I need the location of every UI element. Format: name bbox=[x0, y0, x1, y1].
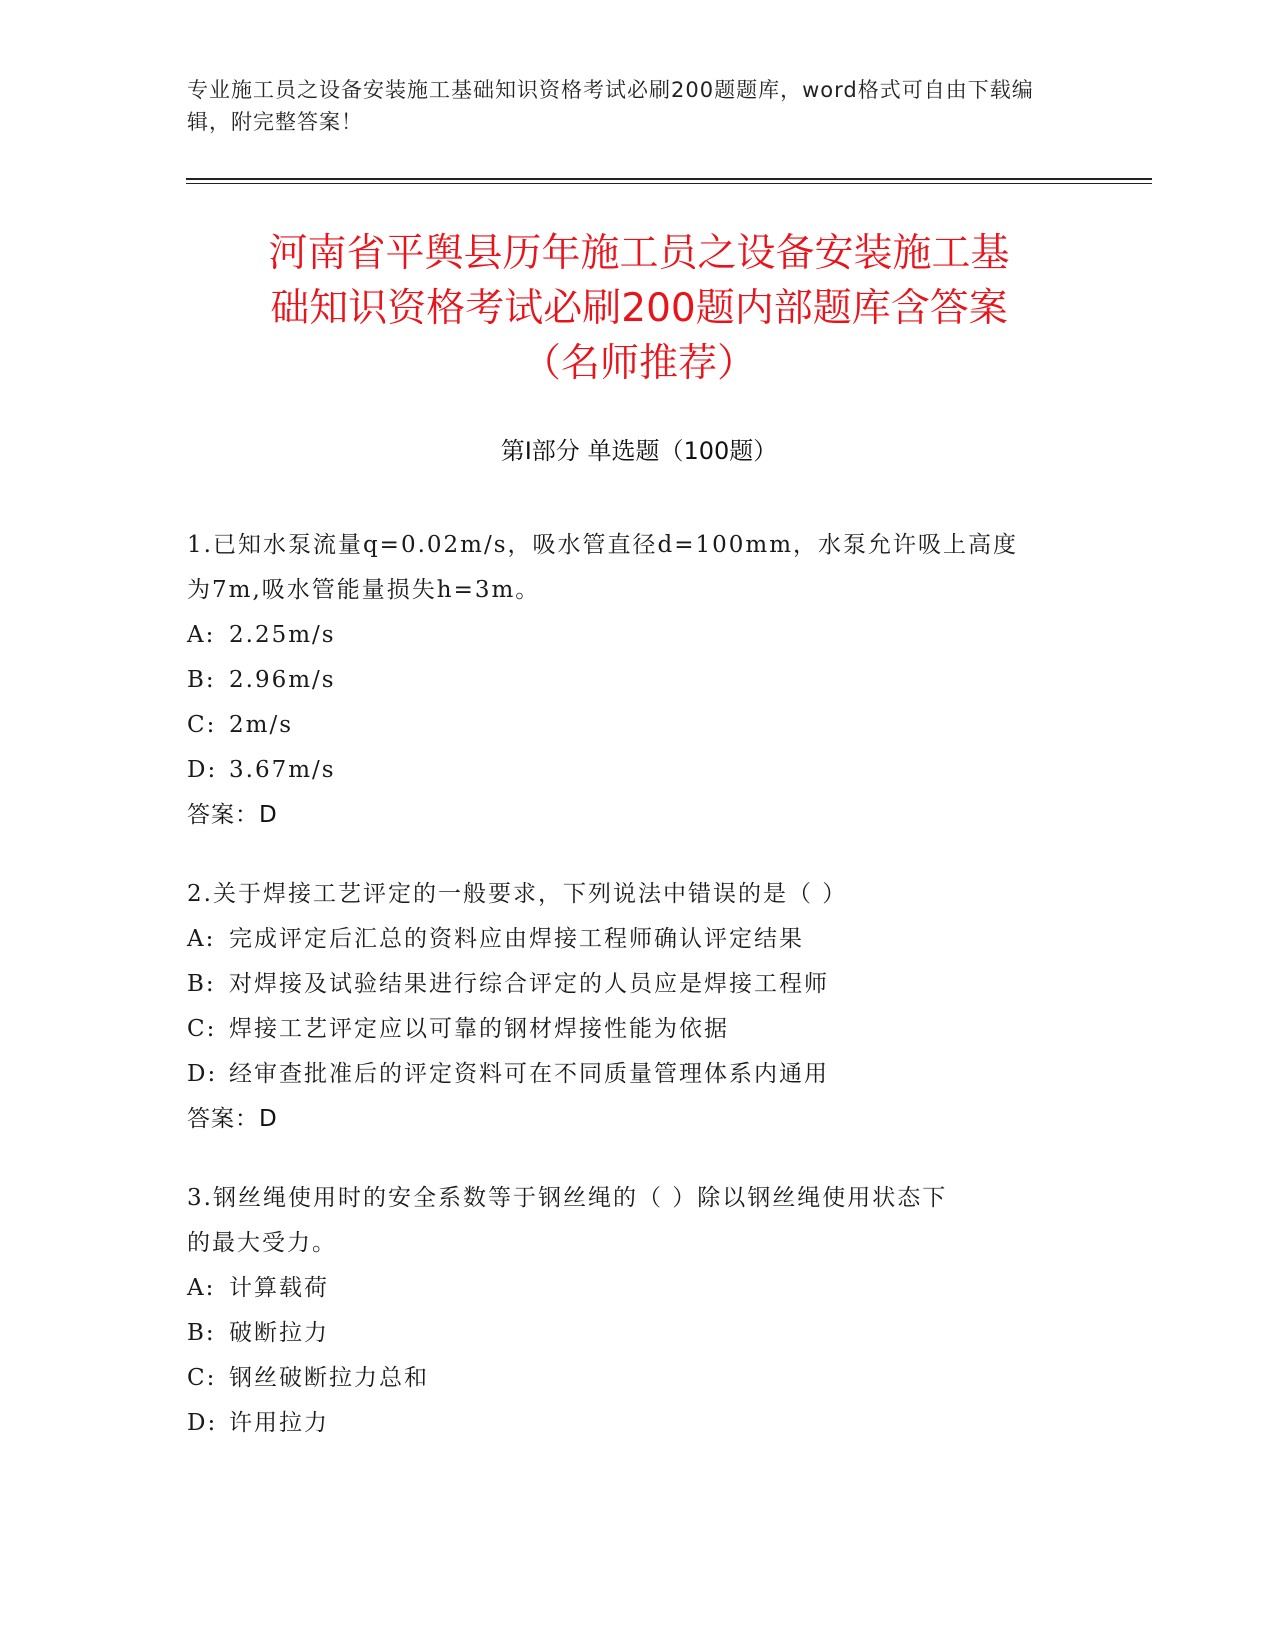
question-item bbox=[187, 872, 1087, 1142]
option-text: 对焊接及试验结果进行综合评定的人员应是焊接工程师 bbox=[229, 971, 829, 997]
option-key: B: bbox=[187, 1320, 216, 1346]
option-a bbox=[187, 613, 1087, 658]
option-a bbox=[187, 1266, 1087, 1311]
option-key: A: bbox=[187, 1275, 216, 1301]
title-line: 础知识资格考试必刷200题内部题库含答案 bbox=[270, 286, 1008, 331]
option-key: D: bbox=[187, 1410, 218, 1436]
answer-value: D bbox=[259, 802, 278, 828]
question-stem-line: 1.已知水泵流量q=0.02m/s，吸水管直径d=100mm，水泵允许吸上高度 bbox=[187, 532, 1019, 558]
option-text: 经审查批准后的评定资料可在不同质量管理体系内通用 bbox=[229, 1061, 829, 1087]
option-key: B: bbox=[187, 971, 216, 997]
option-key: A: bbox=[187, 926, 216, 952]
option-text: 计算载荷 bbox=[229, 1275, 329, 1301]
answer-line bbox=[187, 793, 1087, 838]
option-text: 完成评定后汇总的资料应由焊接工程师确认评定结果 bbox=[229, 926, 804, 952]
option-text: 许用拉力 bbox=[229, 1410, 329, 1436]
option-d bbox=[187, 748, 1087, 793]
option-key: D: bbox=[187, 1061, 218, 1087]
option-key: B: bbox=[187, 667, 216, 693]
answer-line bbox=[187, 1097, 1087, 1142]
question-item bbox=[187, 523, 1087, 838]
title-line: （名师推荐） bbox=[521, 341, 756, 386]
option-key: C: bbox=[187, 1016, 217, 1042]
answer-label: 答案： bbox=[187, 802, 259, 828]
option-text: 焊接工艺评定应以可靠的钢材焊接性能为依据 bbox=[229, 1016, 729, 1042]
option-a bbox=[187, 917, 1087, 962]
question-stem bbox=[187, 872, 1087, 917]
question-stem bbox=[187, 523, 1087, 613]
option-key: A: bbox=[187, 622, 216, 648]
question-list bbox=[187, 523, 1087, 1480]
option-text: 3.67m/s bbox=[229, 757, 336, 783]
option-text: 2.25m/s bbox=[229, 622, 336, 648]
question-stem-line: 的最大受力。 bbox=[187, 1230, 337, 1256]
option-b bbox=[187, 962, 1087, 1007]
option-key: D: bbox=[187, 757, 218, 783]
answer-value: D bbox=[259, 1106, 278, 1132]
question-stem-line: 2.关于焊接工艺评定的一般要求，下列说法中错误的是（ ） bbox=[187, 881, 848, 907]
question-item bbox=[187, 1176, 1087, 1446]
answer-label: 答案： bbox=[187, 1106, 259, 1132]
title-line: 河南省平舆县历年施工员之设备安装施工基 bbox=[268, 231, 1010, 276]
question-stem-line: 3.钢丝绳使用时的安全系数等于钢丝绳的（ ）除以钢丝绳使用状态下 bbox=[187, 1185, 948, 1211]
option-c bbox=[187, 1356, 1087, 1401]
option-c bbox=[187, 703, 1087, 748]
option-b bbox=[187, 658, 1087, 703]
option-b bbox=[187, 1311, 1087, 1356]
option-c bbox=[187, 1007, 1087, 1052]
header-note: 专业施工员之设备安装施工基础知识资格考试必刷200题题库，word格式可自由下载编辑，附完整答案！ bbox=[187, 78, 1034, 134]
option-text: 2m/s bbox=[229, 712, 293, 738]
option-text: 破断拉力 bbox=[229, 1320, 329, 1346]
question-stem bbox=[187, 1176, 1087, 1266]
question-stem-line: 为7m,吸水管能量损失h=3m。 bbox=[187, 577, 541, 603]
option-key: C: bbox=[187, 712, 217, 738]
section-title: 第Ⅰ部分 单选题（100题） bbox=[500, 437, 778, 465]
option-d bbox=[187, 1052, 1087, 1097]
option-text: 2.96m/s bbox=[229, 667, 336, 693]
header-divider-thin bbox=[186, 183, 1152, 184]
document-title bbox=[186, 226, 1092, 391]
option-text: 钢丝破断拉力总和 bbox=[229, 1365, 429, 1391]
option-key: C: bbox=[187, 1365, 217, 1391]
option-d bbox=[187, 1401, 1087, 1446]
header-divider-thick bbox=[186, 178, 1152, 180]
